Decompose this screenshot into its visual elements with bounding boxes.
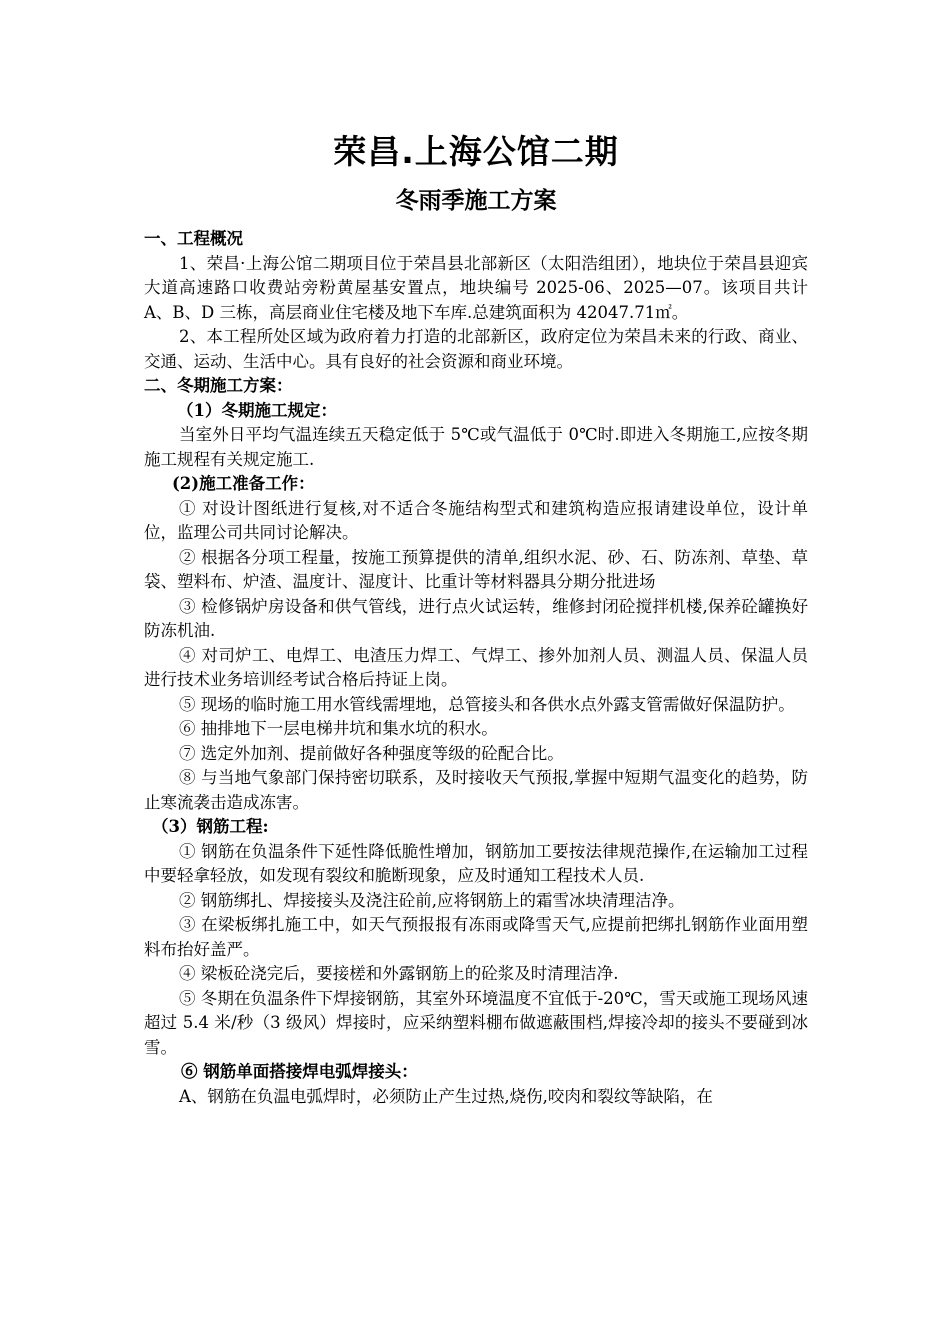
body-paragraph: ④ 对司炉工、电焊工、电渣压力焊工、气焊工、掺外加剂人员、测温人员、保温人员进行技术业务培训经考试合格后持证上岗。: [144, 645, 808, 689]
body-paragraph: ① 对设计图纸进行复核,对不适合冬施结构型式和建筑构造应报请建设单位，设计单位，监理公司共同讨论解决。: [144, 498, 808, 542]
section-heading: 二、冬期施工方案：: [144, 376, 293, 395]
body-paragraph: ③ 检修锅炉房设备和供气管线，进行点火试运转，维修封闭砼搅拌机楼,保养砼罐换好防冻机油.: [144, 596, 808, 640]
body-paragraph: ⑧ 与当地气象部门保持密切联系，及时接收天气预报,掌握中短期气温变化的趋势，防止寒流袭击造成冻害。: [144, 768, 808, 812]
body-paragraph: 1、荣昌·上海公馆二期项目位于荣昌县北部新区（太阳浩组团），地块位于荣昌县迎宾大道高速路口收费站旁粉黄屋基安置点，地块编号 2025-06、2025—07。该项目共计 A、B、D 三栋，高层商业住宅楼及地下车库.总建筑面积为 42047.71㎡。: [144, 253, 808, 322]
body-paragraph: ⑤ 现场的临时施工用水管线需埋地，总管接头和各供水点外露支管需做好保温防护。: [179, 694, 795, 714]
section-heading: （1）冬期施工规定：: [177, 400, 337, 420]
body-paragraph: ④ 梁板砼浇完后，要接槎和外露钢筋上的砼浆及时清理洁净.: [179, 964, 619, 983]
body-paragraph: ⑥ 抽排地下一层电梯井坑和集水坑的积水。: [179, 719, 498, 738]
document-body: [144, 227, 808, 1109]
body-paragraph: ② 根据各分项工程量，按施工预算提供的清单,组织水泥、砂、石、防冻剂、草垫、草袋、塑料布、炉渣、温度计、湿度计、比重计等材料器具分期分批进场: [144, 547, 808, 591]
document-subtitle: 冬雨季施工方案: [395, 188, 557, 214]
section-heading: (2)施工准备工作：: [172, 474, 315, 493]
section-heading: （3）钢筋工程:: [152, 817, 269, 836]
body-paragraph: ② 钢筋绑扎、焊接接头及浇注砼前,应将钢筋上的霜雪冰块清理洁净。: [179, 890, 685, 910]
document-title: 荣昌.上海公馆二期: [333, 132, 619, 171]
section-heading: 一、工程概况: [144, 229, 243, 248]
body-paragraph: ① 钢筋在负温条件下延性降低脆性增加，钢筋加工要按法律规范操作,在运输加工过程中要轻拿轻放，如发现有裂纹和脆断现象，应及时通知工程技术人员.: [144, 841, 808, 885]
body-paragraph: ③ 在梁板绑扎施工中，如天气预报报有冻雨或降雪天气,应提前把绑扎钢筋作业面用塑料布抬好盖严。: [144, 915, 808, 959]
section-heading: ⑥ 钢筋单面搭接焊电弧焊接头：: [181, 1062, 418, 1081]
body-paragraph: ⑦ 选定外加剂、提前做好各种强度等级的砼配合比。: [179, 743, 564, 763]
body-paragraph: A、钢筋在负温电弧焊时，必须防止产生过热,烧伤,咬肉和裂纹等缺陷，在: [179, 1086, 713, 1106]
body-paragraph: 当室外日平均气温连续五天稳定低于 5℃或气温低于 0℃时.即进入冬期施工,应按冬期施工规程有关规定施工.: [144, 425, 808, 469]
body-paragraph: 2、本工程所处区域为政府着力打造的北部新区，政府定位为荣昌未来的行政、商业、交通、运动、生活中心。具有良好的社会资源和商业环境。: [144, 327, 808, 371]
body-paragraph: ⑤ 冬期在负温条件下焊接钢筋，其室外环境温度不宜低于-20℃，雪天或施工现场风速超过 5.4 米/秒（3 级风）焊接时，应采纳塑料棚布做遮蔽围档,焊接冷却的接头不要碰到冰雪。: [144, 988, 808, 1057]
document-page: [144, 125, 808, 1109]
